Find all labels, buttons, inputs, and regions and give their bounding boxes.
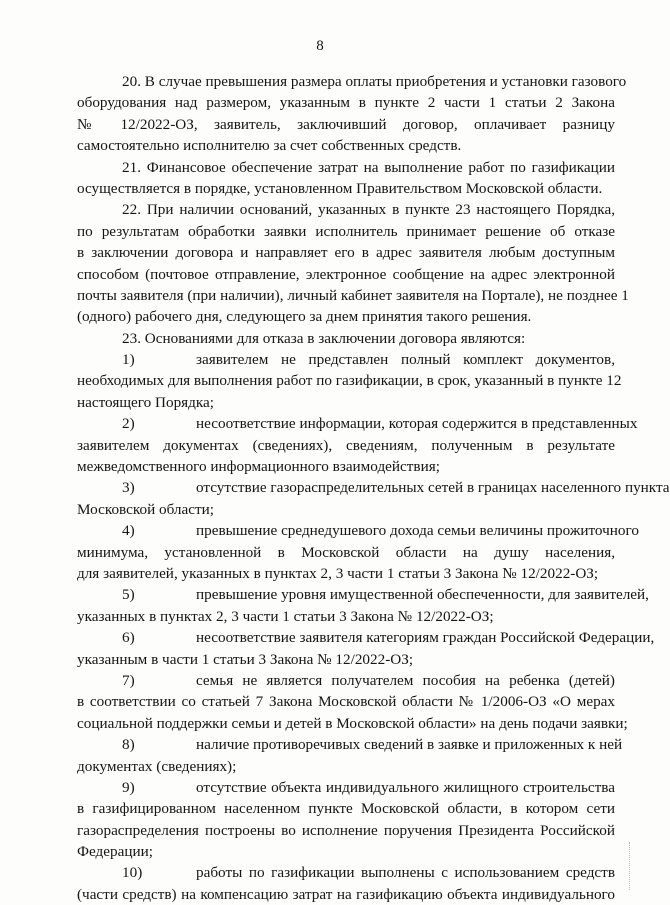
list-item-line: указанных в пунктах 2, 3 части 1 статьи 3 Закона № 12/2022-ОЗ; <box>77 607 494 625</box>
list-item-text: превышение уровня имущественной обеспеченности, для заявителей, <box>196 586 649 604</box>
list-item-line: для заявителей, указанных в пунктах 2, 3 части 1 статьи 3 Закона № 12/2022-ОЗ; <box>77 564 599 582</box>
list-item-line <box>77 584 649 605</box>
list-item-number: 2) <box>122 415 135 433</box>
list-item-number: 6) <box>122 629 135 647</box>
list-item-number: 1) <box>122 351 135 369</box>
list-item-line: социальной поддержки семьи и детей в Московской области» на день подачи заявки; <box>77 714 628 732</box>
list-item-line <box>77 627 655 648</box>
margin-stamp-mark <box>629 842 631 890</box>
paragraph-p22-line: по результатам обработки заявки исполнитель принимает решение об отказе <box>77 222 615 240</box>
page-number: 8 <box>316 38 324 54</box>
list-item-number: 9) <box>122 778 135 796</box>
list-item-line: настоящего Порядка; <box>77 393 214 411</box>
list-item-text: отсутствие объекта индивидуального жилищного строительства <box>196 778 615 796</box>
list-item-line: Московской области; <box>77 500 214 518</box>
paragraph-p21-line: 21. Финансовое обеспечение затрат на выполнение работ по газификации <box>122 158 615 176</box>
list-item-line <box>77 413 638 434</box>
paragraph-p22-line: 22. При наличии оснований, указанных в пункте 23 настоящего Порядка, <box>122 201 615 219</box>
list-item-number: 10) <box>122 864 143 882</box>
list-item-number: 4) <box>122 522 135 540</box>
paragraph-p22-line: в заключении договора и направляет его в адрес заявителя любым доступным <box>77 244 615 262</box>
paragraph-p22-line: (одного) рабочего дня, следующего за днем принятия такого решения. <box>77 308 532 326</box>
list-item-number: 3) <box>122 479 135 497</box>
list-item-text: отсутствие газораспределительных сетей в границах населенного пункта <box>196 479 670 497</box>
paragraph-p20-line: самостоятельно исполнителю за счет собственных средств. <box>77 137 462 155</box>
list-item-line: газораспределения построены во исполнение поручения Президента Российской <box>77 821 615 839</box>
document-body <box>77 71 670 905</box>
paragraph-p20-line: оборудования над размером, указанным в пункте 2 части 1 статьи 2 Закона <box>77 94 615 112</box>
paragraph-p22-line: способом (почтовое отправление, электронное сообщение на адрес электронной <box>77 265 615 283</box>
list-item-line <box>77 670 615 691</box>
list-item-line: необходимых для выполнения работ по газификации, в срок, указанный в пункте 12 <box>77 372 622 390</box>
list-item-line: в соответствии со статьей 7 Закона Московской области № 1/2006-ОЗ «О мерах <box>77 693 615 711</box>
list-item-number: 7) <box>122 671 135 689</box>
list-item-text: превышение среднедушевого дохода семьи величины прожиточного <box>196 522 639 540</box>
list-item-text: несоответствие информации, которая содержится в представленных <box>196 415 638 433</box>
paragraph-p21-line: осуществляется в порядке, установленном Правительством Московской области. <box>77 179 603 197</box>
list-item-number: 8) <box>122 736 135 754</box>
list-item-line: (части средств) на компенсацию затрат на газификацию объекта индивидуального <box>77 885 615 903</box>
list-item-line: Федерации; <box>77 843 153 861</box>
list-item-line: в газифицированном населенном пункте Московской области, в котором сети <box>77 800 615 818</box>
list-item-text: работы по газификации выполнены с использованием средств <box>196 864 615 882</box>
list-item-number: 5) <box>122 586 135 604</box>
list-item-line: документах (сведениях); <box>77 757 237 775</box>
list-item-text: семья не является получателем пособия на ребенка (детей) <box>196 671 615 689</box>
list-item-line <box>77 349 615 370</box>
list-item-text: несоответствие заявителя категориям граждан Российской Федерации, <box>196 629 655 647</box>
list-item-line: межведомственного информационного взаимодействия; <box>77 458 440 476</box>
list-item-line <box>77 777 615 798</box>
paragraph-p22-line: почты заявителя (при наличии), личный кабинет заявителя на Портале), не позднее 1 <box>77 286 629 304</box>
list-item-line: минимума, установленной в Московской области на душу населения, <box>77 543 615 561</box>
list-item-line <box>77 477 670 498</box>
paragraph-p20-line: 20. В случае превышения размера оплаты приобретения и установки газового <box>122 73 627 90</box>
list-item-line <box>77 862 615 883</box>
paragraph-p23-line: 23. Основаниями для отказа в заключении договора являются: <box>122 329 526 347</box>
paragraph-p20-line: № 12/2022-ОЗ, заявитель, заключивший договор, оплачивает разницу <box>77 115 615 133</box>
list-item-line: заявителем документах (сведениях), сведениям, полученным в результате <box>77 436 615 454</box>
list-item-line <box>77 520 639 541</box>
list-item-line <box>77 734 623 755</box>
list-item-text: наличие противоречивых сведений в заявке и приложенных к ней <box>196 736 623 754</box>
list-item-line: указанным в части 1 статьи 3 Закона № 12/2022-ОЗ; <box>77 650 414 668</box>
list-item-text: заявителем не представлен полный комплект документов, <box>196 351 615 369</box>
